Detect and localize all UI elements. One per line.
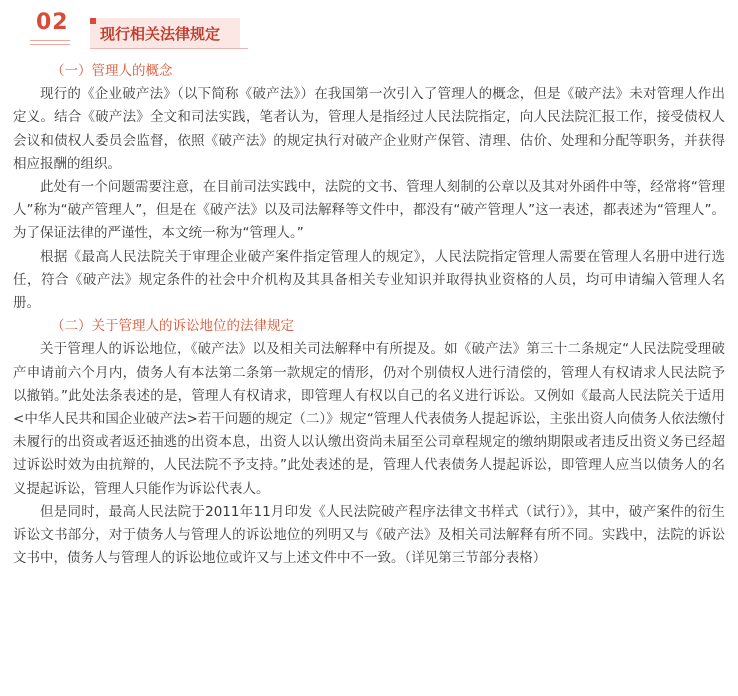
- paragraph: 关于管理人的诉讼地位，《破产法》以及相关司法解释中有所提及。如《破产法》第三十二条规定“人民法院受理破产申请前六个月内，债务人有本法第二条第一款规定的情形，仍对个别债权人进行清偿的，管理人有权请求人民法院予以撤销。”此处法条表述的是，管理人有权请求，即管理人有权以自己的名义进行诉讼。又例如《最高人民法院关于适用<中华人民共和国企业破产法>若干问题的规定（二）》规定“管理人代表债务人提起诉讼，主张出资人向债务人依法缴付未履行的出资或者返还抽逃的出资本息，出资人以认缴出资尚未届至公司章程规定的缴纳期限或者违反出资义务已经超过诉讼时效为由抗辩的，人民法院不予支持。”此处表述的是，管理人代表债务人提起诉讼，即管理人应当以债务人的名义提起诉讼，管理人只能作为诉讼代表人。: [13, 341, 725, 497]
- number-underline-decoration: [30, 40, 70, 45]
- paragraph: 根据《最高人民法院关于审理企业破产案件指定管理人的规定》，人民法院指定管理人需要在管理人名册中进行选任，符合《破产法》规定条件的社会中介机构及其具备相关专业知识并取得执业资格的人员，均可申请编入管理人名册。: [13, 248, 725, 312]
- section-title: 现行相关法律规定: [100, 25, 221, 43]
- subsection-heading-litigation-status: （二）关于管理人的诉讼地位的法律规定: [51, 318, 294, 335]
- title-corner-accent: [90, 18, 96, 24]
- section-header: [0, 0, 738, 56]
- paragraph: 此处有一个问题需要注意，在目前司法实践中，法院的文书、管理人刻制的公章以及其对外函件中等，经常将“管理人”称为“破产管理人”，但是在《破产法》以及司法解释等文件中，都没有“破产管理人”这一表述，都表述为“管理人”。为了保证法律的严谨性，本文统一称为“管理人。”: [13, 179, 725, 242]
- section-number: 02: [36, 10, 69, 35]
- title-underline-tail: [240, 48, 248, 49]
- paragraph: 现行的《企业破产法》（以下简称《破产法》）在我国第一次引入了管理人的概念，但是《破产法》未对管理人作出定义。结合《破产法》全文和司法实践，笔者认为，管理人是指经过人民法院指定，向人民法院汇报工作，接受债权人会议和债权人委员会监督，依照《破产法》的规定执行对破产企业财产保管、清理、估价、处理和分配等职务，并获得相应报酬的组织。: [13, 86, 725, 172]
- paragraph: 但是同时，最高人民法院于2011年11月印发《人民法院破产程序法律文书样式（试行）》，其中，破产案件的衍生诉讼文书部分，对于债务人与管理人的诉讼地位的列明又与《破产法》及相关司法解释有所不同。实践中，法院的诉讼文书中，债务人与管理人的诉讼地位或许又与上述文件中不一致。（详见第三节部分表格）: [13, 503, 725, 567]
- title-underline: [90, 48, 240, 49]
- subsection-heading-concept: （一）管理人的概念: [51, 63, 173, 79]
- article-body: [13, 60, 725, 570]
